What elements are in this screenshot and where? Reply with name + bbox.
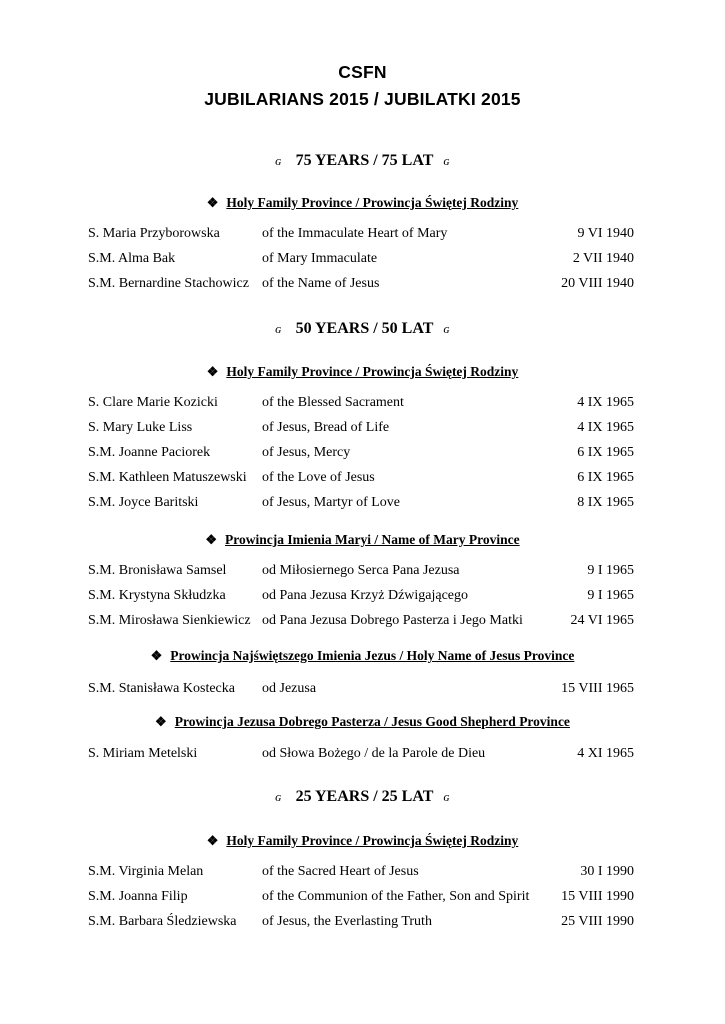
sister-name: S.M. Alma Bak — [88, 251, 176, 266]
list-item — [0, 420, 725, 438]
section-heading-75 — [0, 152, 725, 170]
religious-title: of Mary Immaculate — [262, 251, 378, 266]
list-item — [0, 563, 725, 581]
sister-name: S.M. Barbara Śledziewska — [88, 914, 237, 929]
province-heading — [0, 833, 725, 849]
religious-title: of Jesus, Bread of Life — [262, 420, 390, 435]
sister-name: S. Maria Przyborowska — [88, 226, 220, 241]
religious-title: of Jesus, the Everlasting Truth — [262, 914, 432, 929]
province-name: Holy Family Province / Prowincja Świętej Rodziny — [226, 195, 519, 210]
province-heading — [0, 195, 725, 211]
profession-date: 9 I 1965 — [587, 563, 634, 578]
religious-title: of the Blessed Sacrament — [262, 395, 404, 410]
sister-name: S.M. Krystyna Skłudzka — [88, 588, 226, 603]
diamond-bullet-icon: ❖ — [206, 364, 219, 379]
list-item — [0, 914, 725, 932]
religious-title: od Miłosiernego Serca Pana Jezusa — [262, 563, 460, 578]
section-heading-text: 75 YEARS / 75 LAT — [295, 152, 434, 169]
religious-title: od Pana Jezusa Krzyż Dźwigającego — [262, 588, 469, 603]
list-item — [0, 746, 725, 764]
profession-date: 4 IX 1965 — [577, 395, 634, 410]
province-heading — [0, 648, 725, 664]
sister-name: S. Miriam Metelski — [88, 746, 198, 761]
diamond-bullet-icon: ❖ — [155, 714, 167, 729]
religious-title: of the Communion of the Father, Son and Spirit — [262, 889, 530, 904]
province-heading — [0, 714, 725, 730]
profession-date: 25 VIII 1990 — [561, 914, 634, 929]
list-item — [0, 276, 725, 294]
ornament-right-icon: ɢ — [443, 153, 450, 168]
profession-date: 30 I 1990 — [580, 864, 634, 879]
profession-date: 4 IX 1965 — [577, 420, 634, 435]
sister-name: S.M. Mirosława Sienkiewicz — [88, 613, 251, 628]
ornament-left-icon: ɢ — [275, 153, 282, 168]
document-subtitle: JUBILARIANS 2015 / JUBILATKI 2015 — [204, 89, 521, 109]
religious-title: of Jesus, Mercy — [262, 445, 351, 460]
profession-date: 15 VIII 1965 — [561, 681, 634, 696]
profession-date: 2 VII 1940 — [572, 251, 634, 266]
profession-date: 20 VIII 1940 — [561, 276, 634, 291]
list-item — [0, 445, 725, 463]
sister-name: S.M. Joyce Baritski — [88, 495, 199, 510]
sister-name: S.M. Virginia Melan — [88, 864, 204, 879]
sister-name: S. Mary Luke Liss — [88, 420, 193, 435]
sister-name: S.M. Stanisława Kostecka — [88, 681, 235, 696]
religious-title: of Jesus, Martyr of Love — [262, 495, 401, 510]
list-item — [0, 395, 725, 413]
diamond-bullet-icon: ❖ — [150, 648, 163, 663]
province-name: Holy Family Province / Prowincja Świętej Rodziny — [226, 833, 519, 848]
diamond-bullet-icon: ❖ — [205, 532, 218, 547]
profession-date: 24 VI 1965 — [570, 613, 634, 628]
profession-date: 9 I 1965 — [587, 588, 634, 603]
province-name: Prowincja Imienia Maryi / Name of Mary Province — [225, 532, 520, 547]
religious-title: of the Name of Jesus — [262, 276, 380, 291]
sister-name: S.M. Joanna Filip — [88, 889, 188, 904]
sister-name: S.M. Bronisława Samsel — [88, 563, 227, 578]
list-item — [0, 681, 725, 699]
section-heading-25 — [0, 788, 725, 806]
list-item — [0, 864, 725, 882]
province-name: Holy Family Province / Prowincja Świętej Rodziny — [226, 364, 519, 379]
province-name: Prowincja Najświętszego Imienia Jezus / Holy Name of Jesus Province — [170, 648, 575, 663]
list-item — [0, 889, 725, 907]
sister-name: S.M. Joanne Paciorek — [88, 445, 211, 460]
section-heading-text: 25 YEARS / 25 LAT — [295, 788, 434, 805]
list-item — [0, 251, 725, 269]
ornament-left-icon: ɢ — [275, 789, 282, 804]
list-item — [0, 226, 725, 244]
section-heading-text: 50 YEARS / 50 LAT — [295, 320, 434, 337]
religious-title: od Jezusa — [262, 681, 317, 696]
section-heading-50 — [0, 320, 725, 338]
profession-date: 15 VIII 1990 — [561, 889, 634, 904]
list-item — [0, 495, 725, 513]
ornament-right-icon: ɢ — [443, 321, 450, 336]
ornament-right-icon: ɢ — [443, 789, 450, 804]
province-heading — [0, 532, 725, 548]
profession-date: 4 XI 1965 — [577, 746, 634, 761]
document-title: CSFN — [338, 62, 387, 82]
religious-title: of the Immaculate Heart of Mary — [262, 226, 448, 241]
profession-date: 8 IX 1965 — [577, 495, 634, 510]
list-item — [0, 613, 725, 631]
sister-name: S.M. Bernardine Stachowicz — [88, 276, 249, 291]
province-heading — [0, 364, 725, 380]
province-name: Prowincja Jezusa Dobrego Pasterza / Jesus Good Shepherd Province — [174, 714, 570, 729]
ornament-left-icon: ɢ — [275, 321, 282, 336]
diamond-bullet-icon: ❖ — [206, 833, 219, 848]
profession-date: 6 IX 1965 — [577, 445, 634, 460]
religious-title: od Pana Jezusa Dobrego Pasterza i Jego Matki — [262, 613, 523, 628]
list-item — [0, 588, 725, 606]
religious-title: od Słowa Bożego / de la Parole de Dieu — [262, 746, 486, 761]
religious-title: of the Love of Jesus — [262, 470, 375, 485]
sister-name: S.M. Kathleen Matuszewski — [88, 470, 247, 485]
profession-date: 9 VI 1940 — [577, 226, 634, 241]
sister-name: S. Clare Marie Kozicki — [88, 395, 218, 410]
list-item — [0, 470, 725, 488]
profession-date: 6 IX 1965 — [577, 470, 634, 485]
religious-title: of the Sacred Heart of Jesus — [262, 864, 419, 879]
diamond-bullet-icon: ❖ — [206, 195, 219, 210]
